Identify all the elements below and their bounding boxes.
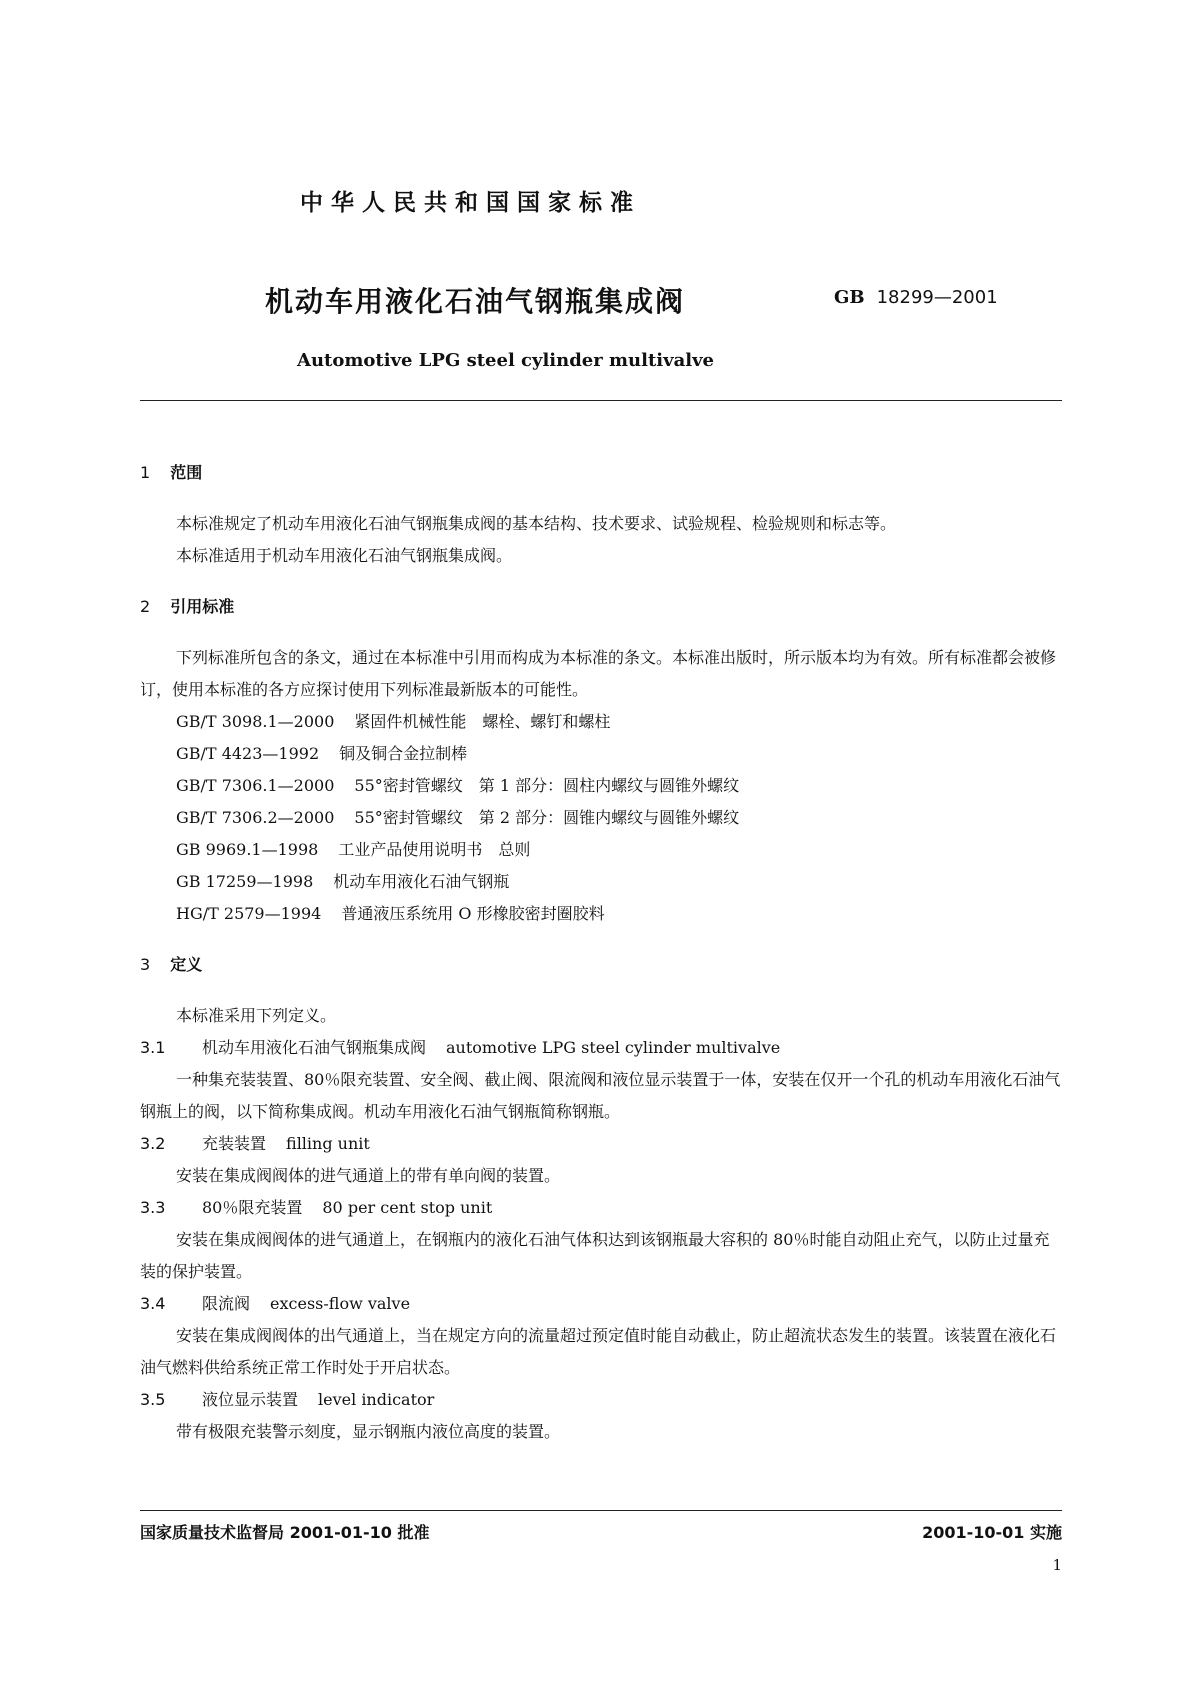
definition-term: 限流阀	[202, 1294, 251, 1313]
reference-code: GB 9969.1—1998	[176, 840, 319, 859]
footer-divider	[140, 1510, 1062, 1511]
reference-code: GB 17259—1998	[176, 872, 314, 891]
clause-number: 3.4	[140, 1294, 166, 1313]
definition-text: 安装在集成阀阀体的出气通道上，当在规定方向的流量超过预定值时能自动截止，防止超流状态发生的装置。该装置在液化石油气燃料供给系统正常工作时处于开启状态。	[140, 1326, 1057, 1377]
paragraph: 本标准采用下列定义。	[176, 1006, 337, 1025]
definition-term-en: level indicator	[318, 1390, 435, 1409]
definition-heading	[140, 1032, 1062, 1064]
reference-code: HG/T 2579—1994	[176, 904, 322, 923]
section-number: 1	[140, 463, 151, 482]
definition-text: 带有极限充装警示刻度，显示钢瓶内液位高度的装置。	[176, 1422, 561, 1441]
standard-prefix: GB	[834, 287, 865, 308]
reference-title: 机动车用液化石油气钢瓶	[333, 872, 510, 891]
standard-number	[834, 287, 998, 308]
clause-number: 3.5	[140, 1390, 166, 1409]
definition-term-en: filling unit	[286, 1134, 370, 1153]
reference-title: 工业产品使用说明书 总则	[338, 840, 531, 859]
page-number: 1	[1052, 1556, 1062, 1574]
effective-date: 2001-10-01 实施	[922, 1523, 1062, 1542]
definition-term-en: 80 per cent stop unit	[322, 1198, 493, 1217]
paragraph: 本标准适用于机动车用液化石油气钢瓶集成阀。	[176, 546, 513, 565]
reference-code: GB/T 4423—1992	[176, 744, 320, 763]
approval-date: 国家质量技术监督局 2001-01-10 批准	[140, 1523, 430, 1542]
definition-heading	[140, 1288, 1062, 1320]
reference-item	[176, 898, 1062, 930]
definition-text: 一种集充装装置、80％限充装置、安全阀、截止阀、限流阀和液位显示装置于一体，安装在仅开一个孔的机动车用液化石油气钢瓶上的阀，以下简称集成阀。机动车用液化石油气钢瓶简称钢瓶。	[140, 1070, 1061, 1121]
section-title: 引用标准	[170, 597, 235, 616]
definition-term-en: excess-flow valve	[270, 1294, 411, 1313]
paragraph: 下列标准所包含的条文，通过在本标准中引用而构成为本标准的条文。本标准出版时，所示版本均为有效。所有标准都会被修订，使用本标准的各方应探讨使用下列标准最新版本的可能性。	[140, 648, 1057, 699]
definition-heading	[140, 1128, 1062, 1160]
reference-code: GB/T 7306.1—2000	[176, 776, 335, 795]
clause-number: 3.3	[140, 1198, 166, 1217]
reference-item	[176, 706, 1062, 738]
reference-title: 55°密封管螺纹 第 1 部分：圆柱内螺纹与圆锥外螺纹	[354, 776, 740, 795]
header-divider	[140, 400, 1062, 401]
reference-code: GB/T 7306.2—2000	[176, 808, 335, 827]
definition-term: 80％限充装置	[202, 1198, 303, 1217]
reference-title: 铜及铜合金拉制棒	[339, 744, 468, 763]
document-body	[140, 463, 1062, 1448]
section-1-heading	[140, 458, 1062, 488]
reference-item	[176, 770, 1062, 802]
definition-term: 机动车用液化石油气钢瓶集成阀	[202, 1038, 427, 1057]
reference-title: 普通液压系统用 O 形橡胶密封圈胶料	[341, 904, 605, 923]
definition-term: 充装装置	[202, 1134, 267, 1153]
national-standard-heading: 中华人民共和国国家标准	[300, 190, 641, 216]
reference-item	[176, 738, 1062, 770]
definition-term-en: automotive LPG steel cylinder multivalve	[446, 1038, 781, 1057]
clause-number: 3.2	[140, 1134, 166, 1153]
section-title: 范围	[170, 463, 203, 482]
definition-term: 液位显示装置	[202, 1390, 299, 1409]
section-3-heading	[140, 950, 1062, 980]
section-number: 2	[140, 597, 151, 616]
definition-heading	[140, 1192, 1062, 1224]
standard-code: 18299—2001	[876, 287, 998, 308]
reference-item	[176, 802, 1062, 834]
section-number: 3	[140, 955, 151, 974]
reference-code: GB/T 3098.1—2000	[176, 712, 335, 731]
document-title-cn: 机动车用液化石油气钢瓶集成阀	[265, 285, 686, 318]
clause-number: 3.1	[140, 1038, 166, 1057]
definition-heading	[140, 1384, 1062, 1416]
definition-text: 安装在集成阀阀体的进气通道上的带有单向阀的装置。	[176, 1166, 561, 1185]
reference-item	[176, 866, 1062, 898]
paragraph: 本标准规定了机动车用液化石油气钢瓶集成阀的基本结构、技术要求、试验规程、检验规则和标志等。	[176, 514, 897, 533]
reference-item	[176, 834, 1062, 866]
section-2-heading	[140, 592, 1062, 622]
reference-title: 55°密封管螺纹 第 2 部分：圆锥内螺纹与圆锥外螺纹	[354, 808, 740, 827]
definition-text: 安装在集成阀阀体的进气通道上，在钢瓶内的液化石油气体积达到该钢瓶最大容积的 80％时能自动阻止充气，以防止过量充装的保护装置。	[140, 1230, 1050, 1281]
document-title-en: Automotive LPG steel cylinder multivalve	[297, 350, 715, 371]
section-title: 定义	[170, 955, 203, 974]
reference-title: 紧固件机械性能 螺栓、螺钉和螺柱	[354, 712, 611, 731]
